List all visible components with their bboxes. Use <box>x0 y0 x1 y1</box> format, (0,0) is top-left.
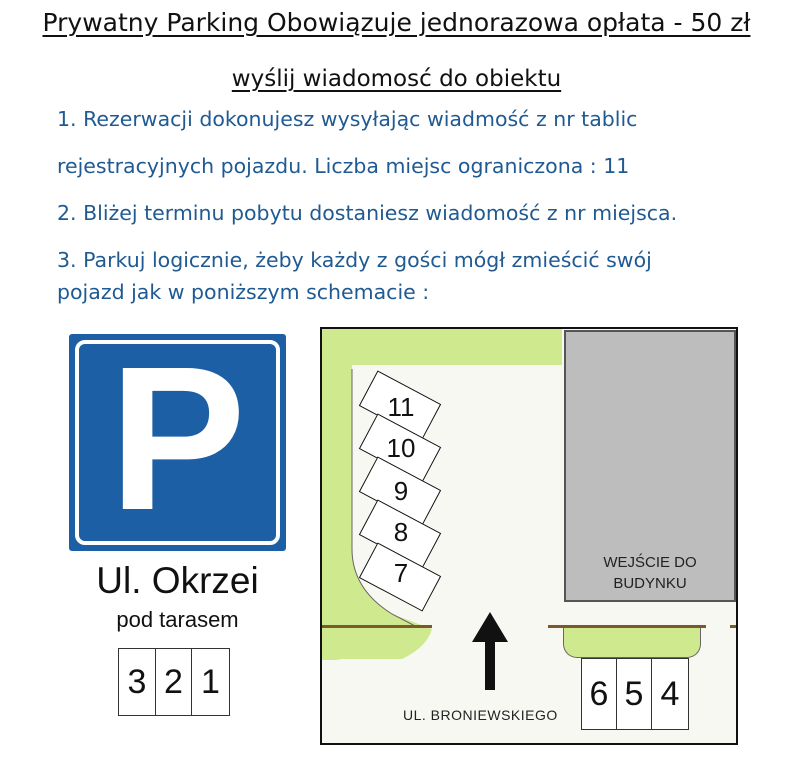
parking-spot-8: 8 <box>393 517 409 547</box>
direction-arrow-icon <box>470 612 510 692</box>
instruction-line-4: 3. Parkuj logicznie, żeby każdy z gości mógł zmieścić swój <box>57 248 652 272</box>
instruction-line-3: 2. Bliżej terminu pobytu dostaniesz wiadomość z nr miejsca. <box>57 201 678 225</box>
parking-sign-letter: P <box>109 324 246 553</box>
parking-spot-3: 3 <box>118 648 156 716</box>
parking-spot-5: 5 <box>617 658 652 730</box>
road-label-broniewskiego: UL. BRONIEWSKIEGO <box>403 707 558 723</box>
instruction-line-1: 1. Rezerwacji dokonujesz wysyłając wiadmość z nr tablic <box>57 107 638 131</box>
building-entrance-label-2: BUDYNKU <box>613 575 687 592</box>
message-property-link[interactable]: wyślij wiadomosć do obiektu <box>231 66 562 92</box>
parking-spot-6: 6 <box>581 658 617 730</box>
parking-spot-4: 4 <box>652 658 689 730</box>
curb-far-right <box>730 625 736 628</box>
building-entrance-label-1: WEJŚCIE DO <box>603 554 697 571</box>
bottom-lot-spots <box>581 658 689 730</box>
left-lot-spots <box>118 648 230 716</box>
instruction-line-5: pojazd jak w poniższym schemacie : <box>57 280 430 304</box>
parking-spot-11: 11 <box>387 392 415 422</box>
page-title: Prywatny Parking Obowiązuje jednorazowa opłata - 50 zł <box>42 8 751 37</box>
grass-bottom-right <box>563 628 701 658</box>
curb-left <box>322 625 432 628</box>
parking-spot-2: 2 <box>156 648 192 716</box>
parking-spot-10: 10 <box>386 433 416 463</box>
parking-spot-9: 9 <box>393 476 409 506</box>
parking-spot-1: 1 <box>192 648 230 716</box>
grass-curve <box>322 329 562 669</box>
parking-sign-icon <box>65 324 290 555</box>
street-name-okrzei: Ul. Okrzei <box>96 560 259 601</box>
location-note: pod tarasem <box>116 607 239 632</box>
instruction-line-2: rejestracyjnych pojazdu. Liczba miejsc ograniczona : 11 <box>57 154 630 178</box>
parking-spot-7: 7 <box>393 558 409 588</box>
